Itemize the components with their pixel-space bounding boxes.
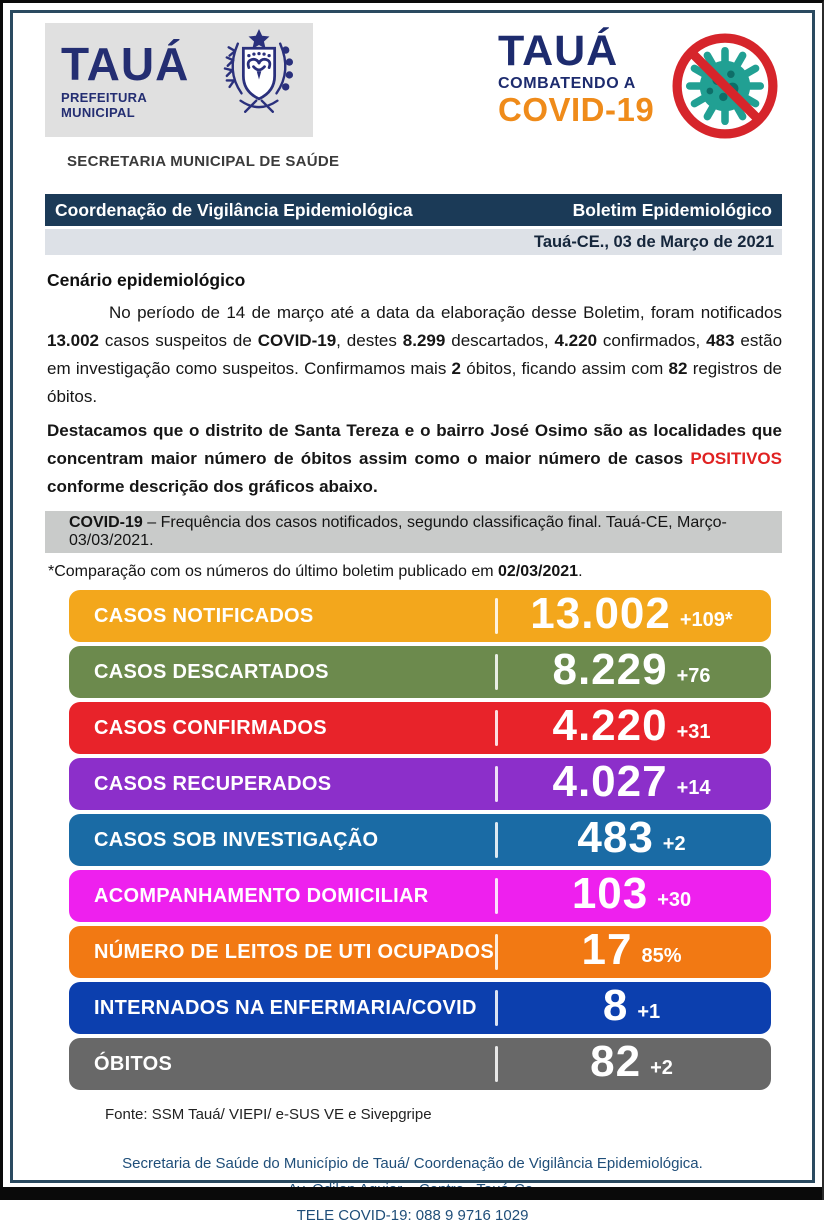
stat-delta: +2 [662,833,686,856]
stat-delta: +1 [637,1001,661,1024]
prefeitura-logo-title: TAUÁ [61,37,190,90]
stat-label: CASOS CONFIRMADOS [94,716,327,739]
stat-label: NÚMERO DE LEITOS DE UTI OCUPADOS [94,940,494,963]
stat-value: 13.002 [530,588,671,638]
bottom-edge-strip [3,1187,822,1200]
report-paragraph-2: Destacamos que o distrito de Santa Tereza e o bairro José Osimo são as localidades que concentram maior número de óbitos assim como o maior número de casos POSITIVOS conforme descrição dos gráficos abaixo. [47,421,782,496]
stat-row-casos-descartados [69,646,771,698]
footer-line-3: TELE COVID-19: 088 9 9716 1029 [296,1207,529,1224]
stat-value: 8 [602,980,629,1030]
stat-label: ÓBITOS [94,1052,173,1075]
campaign-logo-line3: COVID-19 [498,90,655,128]
report-body [3,270,822,1123]
title-bar-left: Coordenação de Vigilância Epidemiológica [55,199,413,220]
no-virus-icon [662,23,788,149]
stat-label: CASOS SOB INVESTIGAÇÃO [94,828,379,851]
bulletin-date: Tauá-CE., 03 de Março de 2021 [534,232,774,251]
stat-row-casos-notificados [69,590,771,642]
stat-row-nu-mero-de-leitos-de-uti-ocupados [69,926,771,978]
comparison-note: *Comparação com os números do último boletim publicado em 02/03/2021. [48,563,583,580]
chart-caption-bold: COVID-19 [69,514,143,531]
stat-delta: +30 [657,889,692,912]
stat-row-internados-na-enfermaria-covid [69,982,771,1034]
coat-of-arms-icon [213,27,305,133]
stat-row-o-bitos [69,1038,771,1090]
date-bar [45,229,782,255]
title-bar [45,194,782,226]
stat-delta: +76 [676,665,711,688]
stat-value: 4.027 [552,756,668,806]
campaign-logo-title: TAUÁ [498,27,619,75]
stat-row-casos-recuperados [69,758,771,810]
title-bar-right: Boletim Epidemiológico [572,199,772,220]
stat-delta: 85% [641,945,682,968]
source-note: Fonte: SSM Tauá/ VIEPI/ e-SUS VE e Sivepgripe [105,1106,432,1123]
masthead [3,3,822,145]
footer-line-1: Secretaria de Saúde do Município de Tauá/ Coordenação de Vigilância Epidemiológica. [122,1155,703,1172]
stat-delta: +109* [679,609,733,632]
stat-delta: +31 [676,721,711,744]
stat-row-acompanhamento-domiciliar [69,870,771,922]
stat-value: 4.220 [552,700,668,750]
covid-campaign-logo [498,23,786,145]
stat-value: 17 [581,924,633,974]
stat-value: 8.229 [552,644,668,694]
stat-value: 82 [590,1036,642,1086]
stat-label: CASOS DESCARTADOS [94,660,329,683]
stat-label: ACOMPANHAMENTO DOMICILIAR [94,884,429,907]
stat-label: CASOS RECUPERADOS [94,772,332,795]
prefeitura-logo [45,23,313,137]
stat-row-casos-confirmados [69,702,771,754]
prefeitura-logo-subtitle: PREFEITURA MUNICIPAL [61,89,147,120]
chart-caption-bar [45,511,782,553]
section-heading: Cenário epidemiológico [47,270,246,290]
secretaria-label: SECRETARIA MUNICIPAL DE SAÚDE [67,153,340,170]
stat-delta: +14 [676,777,711,800]
stat-value: 483 [577,812,654,862]
chart-caption-rest: – Frequência dos casos notificados, segundo classificação final. Tauá-CE, Março-03/03/2021. [69,514,727,549]
stat-delta: +2 [650,1057,673,1080]
campaign-logo-line2: COMBATENDO A [498,74,636,92]
stat-value: 103 [571,868,649,918]
stats-list [69,590,771,1090]
stat-label: INTERNADOS NA ENFERMARIA/COVID [94,996,477,1019]
report-paragraph-1: No período de 14 de março até a data da elaboração desse Boletim, foram notificados 13.002 casos suspeitos de COVID-19, destes 8.299 descartados, 4.220 confirmados, 483 estão em investigação como suspeitos. Confirmamos mais 2 óbitos, ficando assim com 82 registros de óbitos. [47,303,783,406]
stat-label: CASOS NOTIFICADOS [94,604,314,627]
stat-row-casos-sob-investigac-a-o [69,814,771,866]
